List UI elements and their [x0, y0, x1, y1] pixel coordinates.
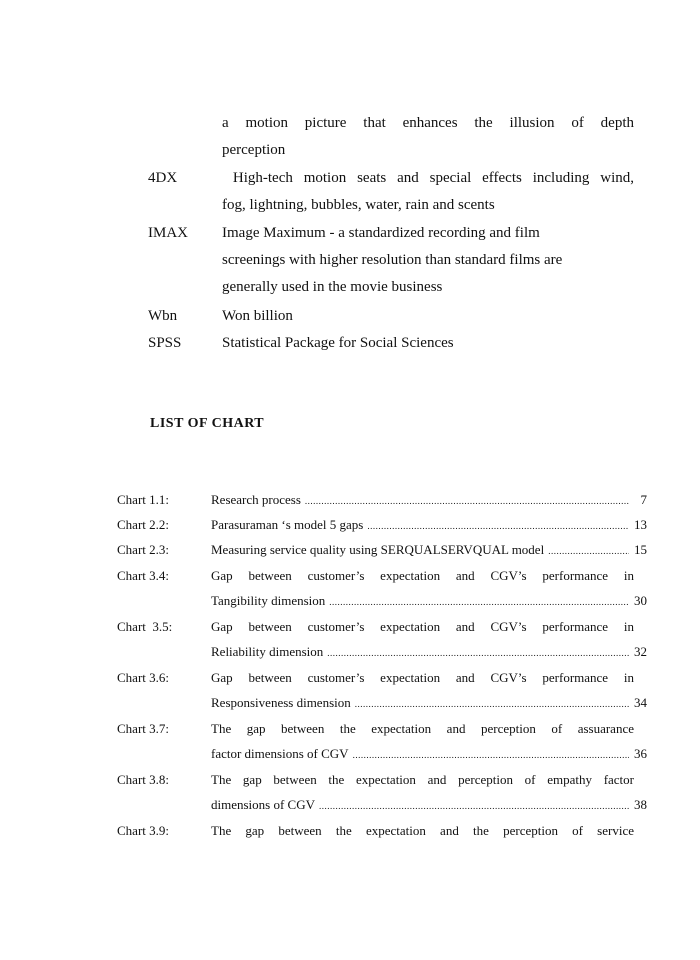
- list-of-chart-heading: LIST OF CHART: [150, 416, 265, 431]
- chart-label: Chart 1.1:: [117, 492, 169, 507]
- abbreviation-definition-line: Image Maximum - a standardized recording and film: [222, 225, 540, 241]
- chart-page-number: 38: [634, 797, 647, 812]
- chart-title-line: Gap between customer’s expectation and CGV’s performance in: [211, 568, 634, 583]
- chart-title-leader: [211, 492, 647, 508]
- dot-leader: [355, 695, 629, 711]
- chart-label: Chart 2.3:: [117, 542, 169, 557]
- chart-title-line: The gap between the expectation and perception of assuarance: [211, 721, 634, 736]
- dot-leader: [367, 517, 629, 533]
- chart-label: Chart 3.4:: [117, 568, 169, 583]
- chart-title-line: Gap between customer’s expectation and CGV’s performance in: [211, 670, 634, 685]
- chart-title-line: factor dimensions of CGV: [211, 746, 349, 761]
- chart-title-leader: [211, 797, 647, 813]
- chart-title-line: Reliability dimension: [211, 644, 324, 659]
- abbreviation-term: Wbn: [148, 308, 178, 324]
- chart-page-number: 34: [634, 695, 647, 710]
- chart-title-line: Parasuraman ‘s model 5 gaps: [211, 517, 364, 532]
- chart-page-number: 30: [634, 593, 647, 608]
- dot-leader: [319, 797, 629, 813]
- chart-title-line: Research process: [211, 492, 301, 507]
- abbreviation-definition-line: screenings with higher resolution than standard films are: [222, 252, 563, 268]
- abbreviation-definition-line: High-tech motion seats and special effects including wind,: [222, 170, 634, 186]
- chart-page-number: 13: [634, 517, 647, 532]
- chart-label: Chart 3.7:: [117, 721, 169, 736]
- chart-title-leader: [211, 542, 647, 558]
- chart-title-line: dimensions of CGV: [211, 797, 315, 812]
- dot-leader: [548, 542, 629, 558]
- chart-title-leader: [211, 746, 647, 762]
- dot-leader: [305, 492, 629, 508]
- abbreviation-definition-line: generally used in the movie business: [222, 279, 443, 295]
- chart-label: Chart 2.2:: [117, 517, 169, 532]
- chart-title-line: The gap between the expectation and the perception of service: [211, 823, 634, 838]
- chart-title-line: Measuring service quality using SERQUALSERVQUAL model: [211, 542, 545, 557]
- chart-label: Chart 3.8:: [117, 772, 169, 787]
- chart-page-number: 36: [634, 746, 647, 761]
- abbreviation-definition-line: Statistical Package for Social Sciences: [222, 335, 454, 351]
- chart-page-number: 32: [634, 644, 647, 659]
- chart-title-line: Tangibility dimension: [211, 593, 326, 608]
- chart-page-number: 15: [634, 542, 647, 557]
- chart-title-line: Gap between customer’s expectation and CGV’s performance in: [211, 619, 634, 634]
- dot-leader: [353, 746, 629, 762]
- chart-page-number: 7: [640, 492, 647, 507]
- abbreviation-definition-line: fog, lightning, bubbles, water, rain and scents: [222, 197, 495, 213]
- abbreviation-term: 4DX: [148, 170, 178, 186]
- chart-label: Chart 3.6:: [117, 670, 169, 685]
- chart-label: Chart 3.9:: [117, 823, 169, 838]
- chart-label: Chart 3.5:: [117, 619, 173, 634]
- chart-title-leader: [211, 593, 647, 609]
- abbreviation-term: SPSS: [148, 335, 182, 351]
- chart-title-line: The gap between the expectation and perception of empathy factor: [211, 772, 634, 787]
- dot-leader: [329, 593, 629, 609]
- abbreviation-definition-line: Won billion: [222, 308, 293, 324]
- chart-title-line: Responsiveness dimension: [211, 695, 351, 710]
- dot-leader: [327, 644, 629, 660]
- abbreviation-definition-line: a motion picture that enhances the illusion of depth: [222, 115, 634, 131]
- chart-title-leader: [211, 644, 647, 660]
- abbreviation-definition-line: perception: [222, 142, 286, 158]
- chart-title-leader: [211, 695, 647, 711]
- chart-title-leader: [211, 517, 647, 533]
- abbreviation-term: IMAX: [148, 225, 188, 241]
